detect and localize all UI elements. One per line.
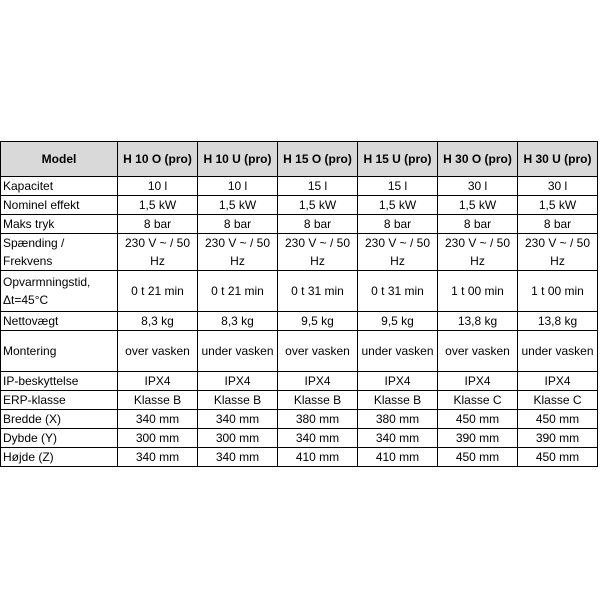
- table-cell: IPX4: [518, 372, 598, 391]
- header-h30o: H 30 O (pro): [438, 142, 518, 177]
- table-cell: 15 l: [278, 177, 358, 196]
- table-cell: 8 bar: [198, 215, 278, 234]
- header-h15u: H 15 U (pro): [358, 142, 438, 177]
- table-cell: 380 mm: [278, 410, 358, 429]
- row-label: Højde (Z): [1, 448, 118, 467]
- table-cell: IPX4: [198, 372, 278, 391]
- row-label: Kapacitet: [1, 177, 118, 196]
- table-cell: 340 mm: [118, 410, 198, 429]
- table-cell: Klasse B: [278, 391, 358, 410]
- table-cell: 8 bar: [518, 215, 598, 234]
- table-cell: 450 mm: [438, 448, 518, 467]
- table-cell: 300 mm: [198, 429, 278, 448]
- table-cell: 0 t 21 min: [198, 271, 278, 312]
- row-label: Opvarmningstid, Δt=45°C: [1, 271, 118, 312]
- table-cell: 230 V ~ / 50 Hz: [358, 234, 438, 271]
- table-row: [1, 429, 598, 448]
- header-model: Model: [1, 142, 118, 177]
- table-cell: 300 mm: [118, 429, 198, 448]
- table-cell: 1,5 kW: [118, 196, 198, 215]
- table-cell: 450 mm: [438, 410, 518, 429]
- row-label: Maks tryk: [1, 215, 118, 234]
- table-cell: Klasse C: [438, 391, 518, 410]
- table-row: [1, 271, 598, 312]
- table-cell: 9,5 kg: [358, 312, 438, 331]
- header-h30u: H 30 U (pro): [518, 142, 598, 177]
- table-cell: over vasken: [438, 331, 518, 372]
- table-cell: 10 l: [118, 177, 198, 196]
- table-row: [1, 177, 598, 196]
- table-cell: 10 l: [198, 177, 278, 196]
- table-header-row: [1, 142, 598, 177]
- table-cell: 1,5 kW: [518, 196, 598, 215]
- table-cell: under vasken: [198, 331, 278, 372]
- row-label: ERP-klasse: [1, 391, 118, 410]
- table-cell: 9,5 kg: [278, 312, 358, 331]
- table-cell: IPX4: [358, 372, 438, 391]
- table-row: [1, 331, 598, 372]
- table-cell: 0 t 31 min: [278, 271, 358, 312]
- table-cell: 0 t 21 min: [118, 271, 198, 312]
- table-cell: 1,5 kW: [358, 196, 438, 215]
- table-cell: IPX4: [278, 372, 358, 391]
- table-cell: 340 mm: [198, 410, 278, 429]
- table-cell: 1,5 kW: [438, 196, 518, 215]
- table-cell: 390 mm: [438, 429, 518, 448]
- row-label: Bredde (X): [1, 410, 118, 429]
- table-cell: 8 bar: [118, 215, 198, 234]
- table-cell: 8 bar: [278, 215, 358, 234]
- table-cell: 230 V ~ / 50 Hz: [198, 234, 278, 271]
- table-cell: Klasse B: [118, 391, 198, 410]
- table-cell: 340 mm: [278, 429, 358, 448]
- table-cell: 230 V ~ / 50 Hz: [438, 234, 518, 271]
- header-h15o: H 15 O (pro): [278, 142, 358, 177]
- row-label: Nettovægt: [1, 312, 118, 331]
- table-row: [1, 215, 598, 234]
- spec-table: [0, 141, 598, 467]
- table-cell: 1 t 00 min: [438, 271, 518, 312]
- table-cell: 380 mm: [358, 410, 438, 429]
- header-h10o: H 10 O (pro): [118, 142, 198, 177]
- table-cell: 340 mm: [358, 429, 438, 448]
- table-cell: Klasse B: [358, 391, 438, 410]
- table-cell: 1,5 kW: [198, 196, 278, 215]
- table-cell: over vasken: [278, 331, 358, 372]
- table-cell: 410 mm: [278, 448, 358, 467]
- spec-table-container: [0, 141, 600, 467]
- row-label: Dybde (Y): [1, 429, 118, 448]
- table-row: [1, 196, 598, 215]
- table-cell: 230 V ~ / 50 Hz: [278, 234, 358, 271]
- row-label: Montering: [1, 331, 118, 372]
- table-cell: 230 V ~ / 50 Hz: [518, 234, 598, 271]
- table-cell: IPX4: [438, 372, 518, 391]
- table-cell: under vasken: [518, 331, 598, 372]
- table-cell: 340 mm: [118, 448, 198, 467]
- table-row: [1, 448, 598, 467]
- table-row: [1, 410, 598, 429]
- table-cell: 390 mm: [518, 429, 598, 448]
- table-cell: Klasse C: [518, 391, 598, 410]
- table-cell: 1 t 00 min: [518, 271, 598, 312]
- table-row: [1, 372, 598, 391]
- table-row: [1, 234, 598, 271]
- header-h10u: H 10 U (pro): [198, 142, 278, 177]
- table-cell: 15 l: [358, 177, 438, 196]
- row-label: Nominel effekt: [1, 196, 118, 215]
- table-cell: 410 mm: [358, 448, 438, 467]
- table-cell: 13,8 kg: [518, 312, 598, 331]
- table-cell: 8 bar: [358, 215, 438, 234]
- table-cell: 340 mm: [198, 448, 278, 467]
- row-label: IP-beskyttelse: [1, 372, 118, 391]
- table-cell: IPX4: [118, 372, 198, 391]
- table-cell: 0 t 31 min: [358, 271, 438, 312]
- table-cell: 8 bar: [438, 215, 518, 234]
- table-row: [1, 391, 598, 410]
- table-cell: 8,3 kg: [198, 312, 278, 331]
- table-cell: 8,3 kg: [118, 312, 198, 331]
- table-cell: 30 l: [518, 177, 598, 196]
- table-cell: under vasken: [358, 331, 438, 372]
- table-cell: 450 mm: [518, 448, 598, 467]
- table-row: [1, 312, 598, 331]
- row-label: Spænding / Frekvens: [1, 234, 118, 271]
- table-cell: over vasken: [118, 331, 198, 372]
- table-cell: 30 l: [438, 177, 518, 196]
- table-cell: Klasse B: [198, 391, 278, 410]
- table-cell: 1,5 kW: [278, 196, 358, 215]
- table-cell: 230 V ~ / 50 Hz: [118, 234, 198, 271]
- table-cell: 450 mm: [518, 410, 598, 429]
- table-cell: 13,8 kg: [438, 312, 518, 331]
